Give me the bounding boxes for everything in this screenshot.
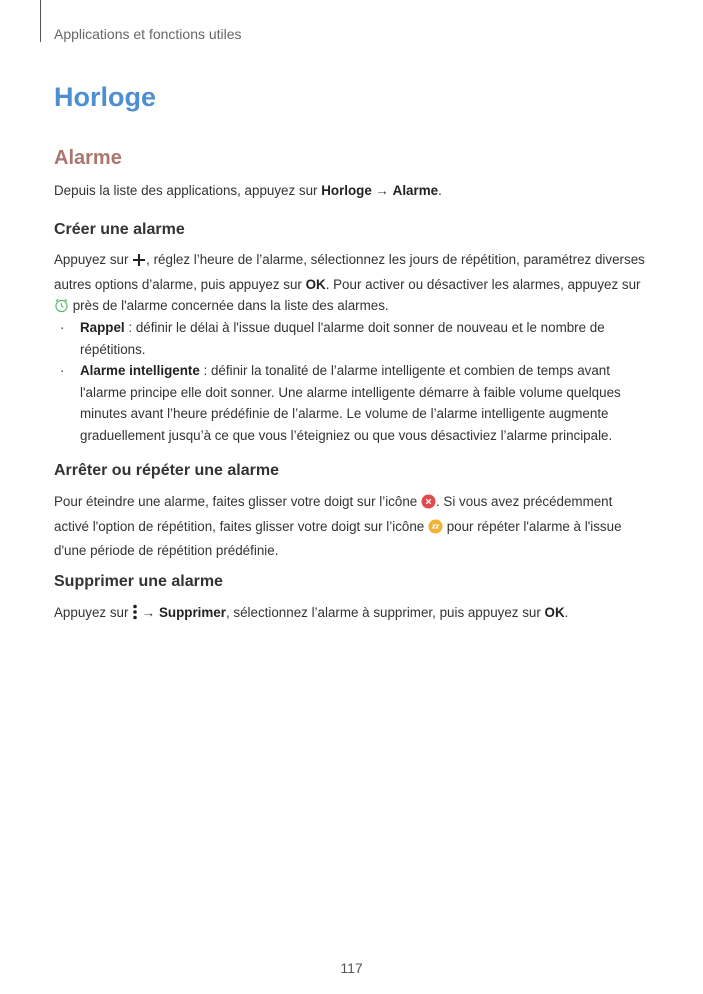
list-item: · Alarme intelligente : définir la tonalité de l’alarme intelligente et combien de temps avant l'alarme principe elle doit sonner. Une alarme intelligente démarre à faible volume quelques minutes avant l’heure prédéfinie de l’alarme. Le volume de l’alarme intelligente augmente graduellement jusqu’à ce que vous l’éteigniez ou que vous désactiviez l’alarme principale. — [60, 363, 621, 443]
options-list — [54, 317, 649, 446]
running-header: Applications et fonctions utiles — [54, 26, 242, 42]
create-alarm-heading: Créer une alarme — [54, 221, 185, 238]
plus-icon — [132, 252, 146, 274]
snooze-icon — [428, 519, 443, 541]
page-title: Horloge — [54, 82, 157, 112]
intro-paragraph: Depuis la liste des applications, appuyez sur Horloge → Alarme. — [54, 183, 442, 198]
delete-alarm-heading: Supprimer une alarme — [54, 573, 223, 590]
dismiss-icon — [421, 494, 436, 516]
stop-alarm-paragraph: Pour éteindre une alarme, faites glisser votre doigt sur l’icône . Si vous avez précédemment activé l'option de répétition, faites glisser votre doigt sur l’icône pour répéter l'alarme à l'issue d'une période de répétition prédéfinie. — [54, 494, 622, 558]
header-rule — [40, 0, 41, 42]
section-title: Alarme — [54, 147, 122, 169]
create-alarm-paragraph: Appuyez sur , réglez l’heure de l’alarme, sélectionnez les jours de répétition, paramétrez diverses autres options d’alarme, puis appuyez sur OK. Pour activer ou désactiver les alarmes, appuyez sur près de l'alarme concernée dans la liste des alarmes. — [54, 249, 649, 320]
list-item: · Rappel : définir le délai à l'issue duquel l'alarme doit sonner de nouveau et le nombre de répétitions. — [60, 320, 605, 357]
stop-alarm-heading: Arrêter ou répéter une alarme — [54, 462, 279, 479]
page-number: 117 — [340, 960, 363, 976]
delete-alarm-paragraph: Appuyez sur → Supprimer, sélectionnez l’alarme à supprimer, puis appuyez sur OK. — [54, 602, 649, 627]
